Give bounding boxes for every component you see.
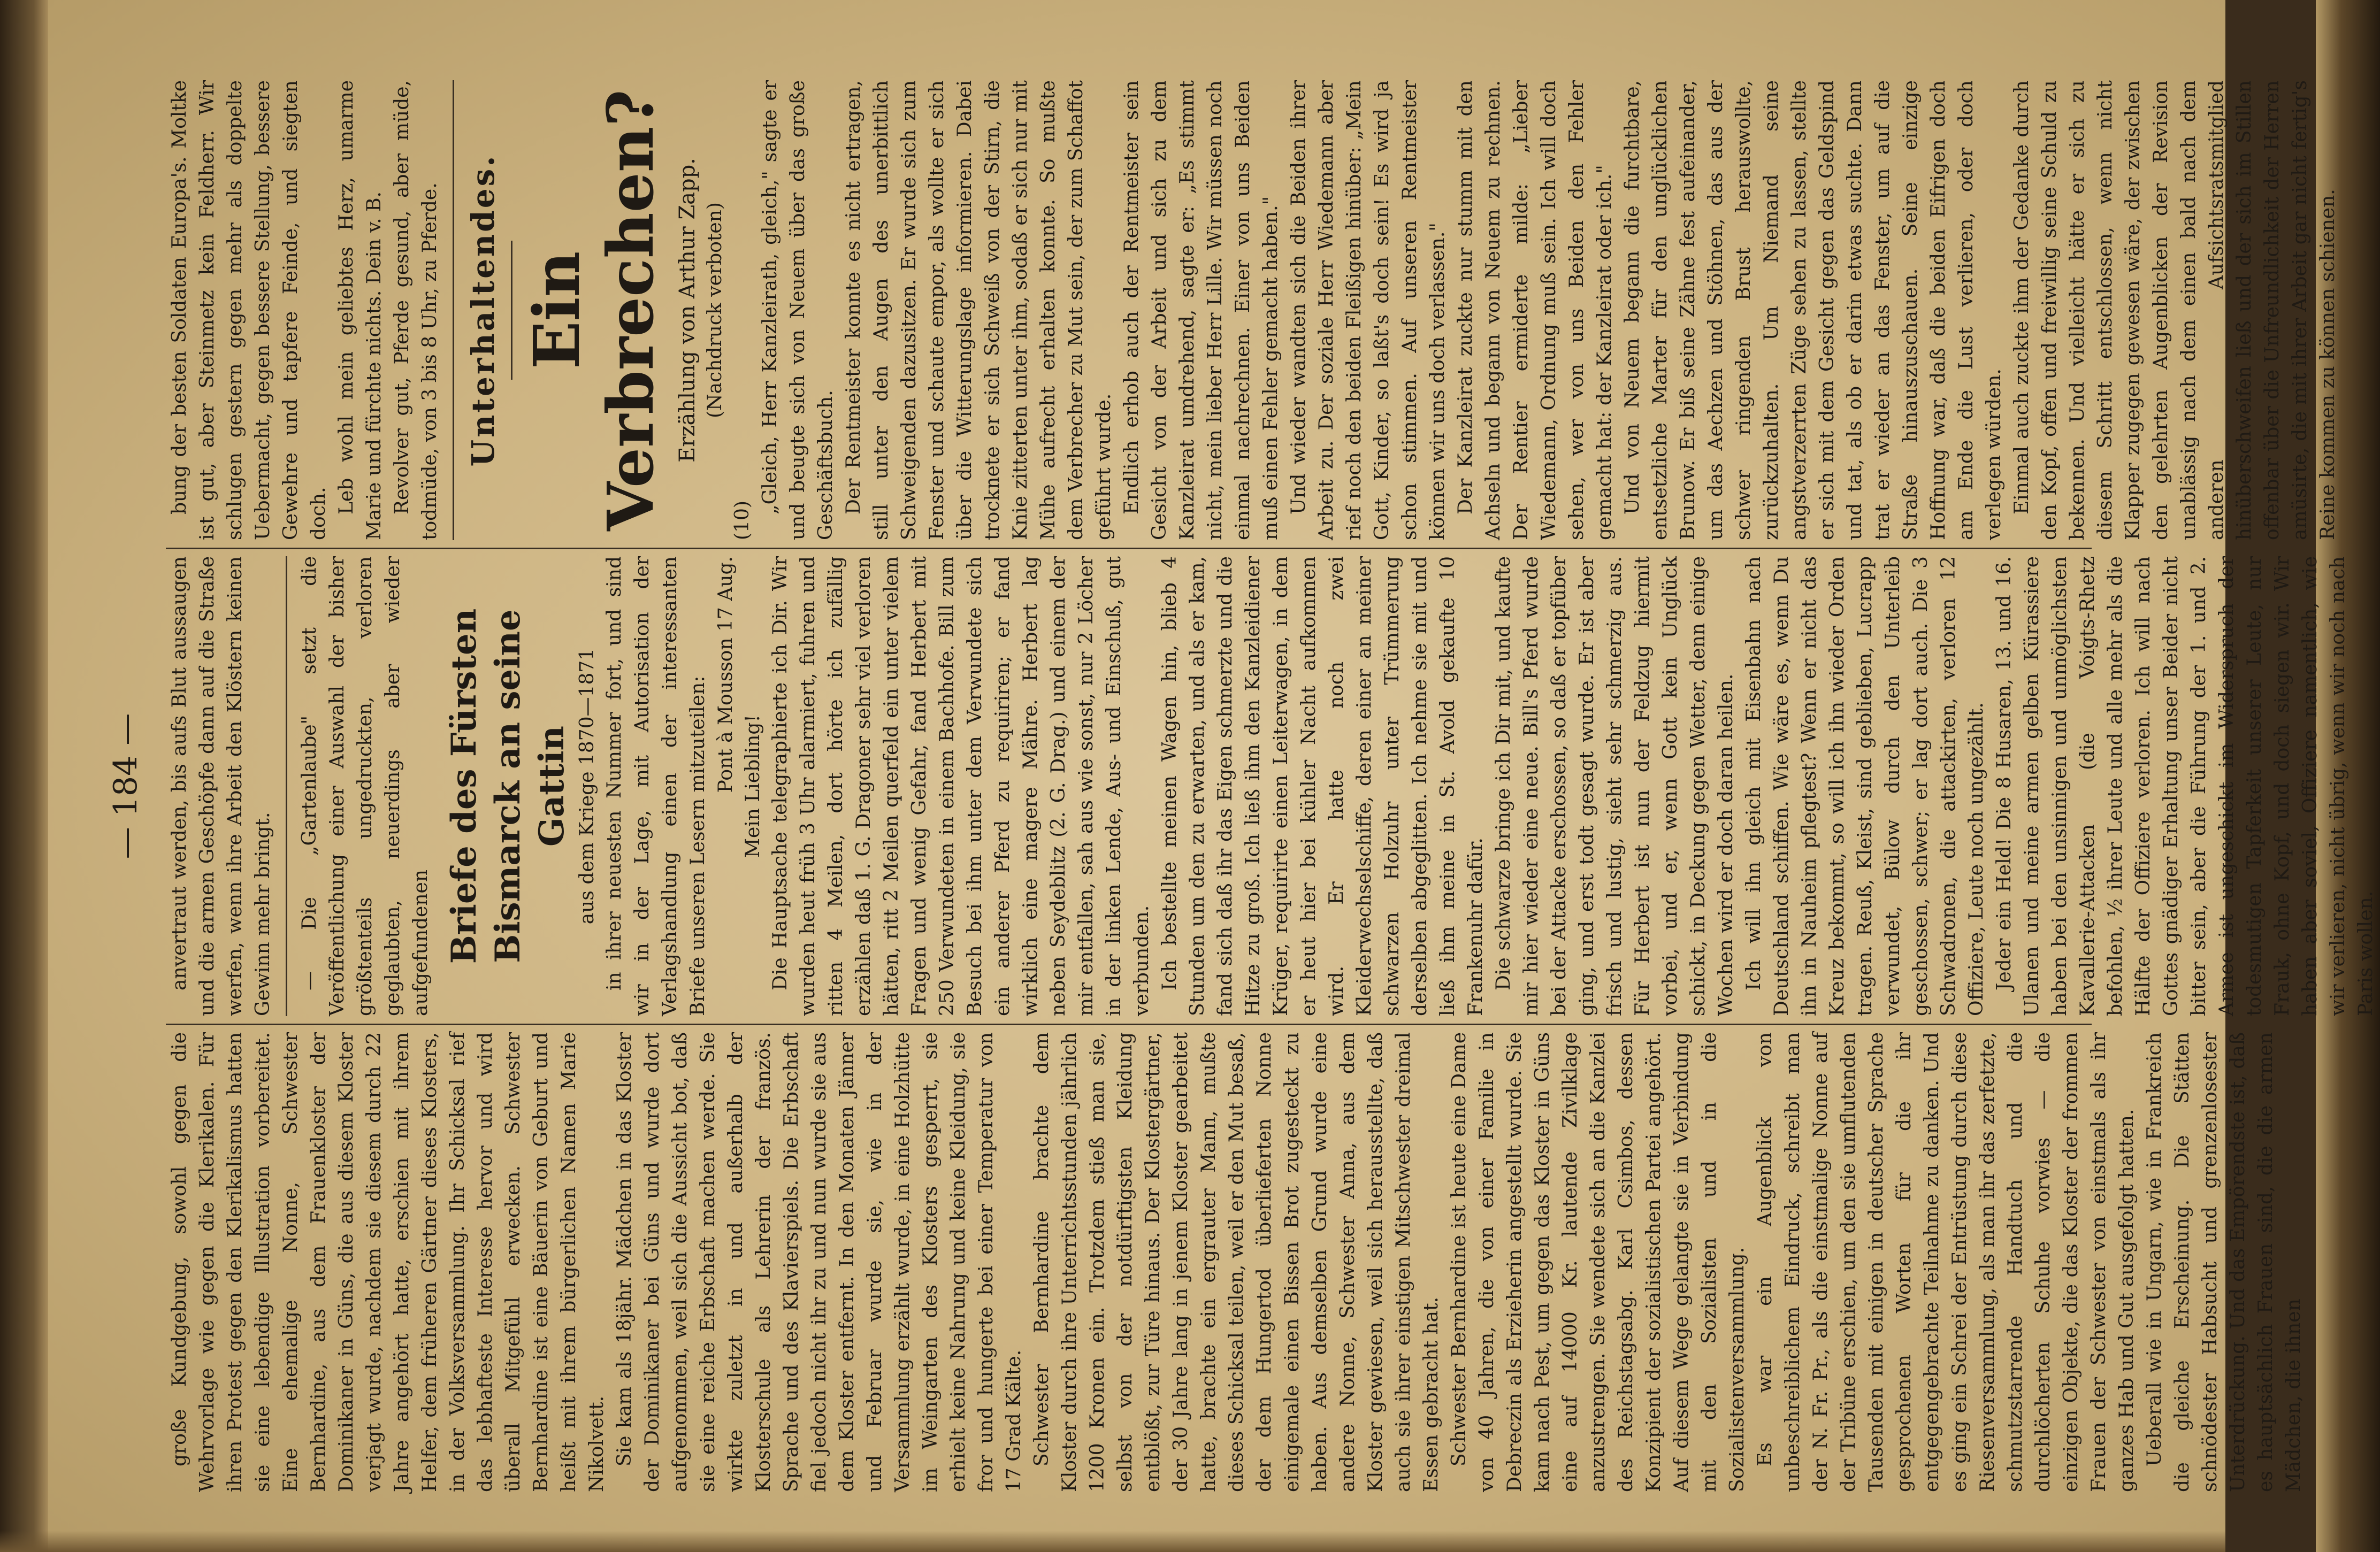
column-divider (166, 1024, 2092, 1025)
column-2 (166, 556, 2377, 1016)
letter-postscript: Revolver gut, Pferde gesund, aber müde, todmüde, von 3 bis 8 Uhr, zu Pferde. (391, 80, 441, 540)
column-1-paragraph: Sie kam als 18jähr. Mädchen in das Kloster der Dominikaner bei Güns und wurde dort aufgenommen, weil sich die Aussicht bot, daß sie eine reiche Erbschaft machen werde. Sie wirkte zuletzt in und außerhalb der Klosterschule als Lehrerin der französ. Sprache und des Klavierspiels. Die Erbschaft fiel jedoch nicht ihr zu und nun wurde sie aus dem Kloster entfernt. In den Monaten Jänner und Februar wurde sie, wie in der Versammlung erzählt wurde, in eine Holzhütte im Weingarten des Klosters gesperrt, sie erhielt keine Nahrung und keine Kleidung, sie fror und hungerte bei einer Temperatur von 17 Grad Kälte. (614, 1032, 1025, 1492)
story-paragraph: Und wieder wandten sich die Beiden ihrer Arbeit zu. Der soziale Herr Wiedemann aber rief noch den beiden Fleißigen hinüber: „Mein Gott, Kinder, so laßt's doch sein! Es wird ja schon stimmen. Auf unseren Rentmeister können wir uns doch verlassen." (1288, 80, 1449, 540)
letter-dateline: Pont à Mousson 17 Aug. (715, 556, 737, 793)
title-rule (511, 241, 512, 380)
installment-number: (10) (731, 501, 753, 540)
story-title: Ein Verbrechen? (519, 89, 668, 531)
story-paragraph: Einmal auch zuckte ihm der Gedanke durch den Kopf, offen und freiwillig seine Schuld zu bekennen. Und vielleicht hätte er sich zu diesem Schritt entschlossen, wenn nicht Klapper zugegen gewesen wäre, der zwischen den gelehrten Augenblicken der Revision unablässig nach dem einen bald nach dem anderen Aufsichtsratsmitglied hinüberschweifen ließ und der sich im Stillen offenbar über die Unfreundlichkeit der Herren amüsirte, die mit ihrer Arbeit gar nicht fertig's Reine kommen zu können schienen. (2011, 80, 2339, 540)
section-divider (286, 556, 287, 1016)
story-paragraph: „Gleich, Herr Kanzleirath, gleich," sagte er und beugte sich von Neuem über das große Geschäftsbuch. (759, 80, 837, 540)
newspaper-page (102, 80, 2377, 1492)
story-byline: Erzählung von Arthur Zapp. (675, 158, 700, 463)
letter-paragraph: Ich will ihn gleich mit Eisenbahn nach Deutschland schiffen. Wie wäre es, wenn Du ihn in Nauheim pflegtest? Wenn er nicht das Kreuz bekommt, so will ich ihn wieder Orden tragen. Reuß, Kleist, sind geblieben, Lucrapp verwundet, Bülow durch den Unterleib geschossen, schwer; er lag dort auch. Die 3 Schwadronen, die attackirten, verloren 12 Offiziere, Leute noch ungezählt. (1743, 556, 1987, 1016)
bismarck-intro: — Die „Gartenlaube" setzt die Veröffentlichung einer Auswahl der bisher größtenteils ungedruckten, verloren geglaubten, neuerdings aber wieder aufgefundenen (299, 556, 432, 1016)
bismarck-headline: Briefe des Fürsten Bismarck an seine Gattin (444, 608, 572, 964)
letter-closing: Leb wohl mein geliebtes Herz, umarme Marie und fürchte nichts. Dein v. B. (335, 80, 385, 540)
letter-paragraph: Die Hauptsache telegraphierte ich Dir. Wir wurden heut früh 3 Uhr alarmiert, fuhren und ritten 4 Meilen, dort hörte ich zufällig erzählen daß 1. G. Dragoner sehr viel verloren hätten, ritt 2 Meilen querfeld ein unter vielem Fragen und wenig Gefahr, fand Herbert mit 250 Verwundeten in einem Bachhofe. Bill zum Besuch bei ihm unter dem Verwundete sich ein anderer Pferd zu requiriren; er fand wirklich eine magere Mähre. Herbert lag neben Seydeblitz (2. G. Drag.) und einem der mir entfallen, sah aus wie sonst, nur 2 Löcher in der linken Lende, Aus- und Einschuß, gut verbunden. (769, 556, 1153, 1016)
column-2-top-paragraph: anvertraut werden, bis aufs Blut aussaugen und die armen Geschöpfe dann auf die Straße werfen, wenn ihre Arbeit den Klöstern keinen Gewinn mehr bringt. (169, 556, 274, 1016)
bismarck-war-line: aus dem Kriege 1870—1871 (576, 648, 598, 925)
letter-salutation: Mein Liebling! (742, 714, 764, 858)
column-1-paragraph: Es war ein Augenblick von unbeschreiblichem Eindruck, schreibt man der N. Fr. Pr., als die einstmalige Nonne auf der Tribüne erschien, um den sie umflutenden Tausenden mit einigen in deutscher Sprache gesprochenen Worten für die ihr entgegengebrachte Teilnahme zu danken. Und es ging ein Schrei der Entrüstung durch diese Riesenversammlung, als man ihr das zerfetzte, schmutzstarrende Handtuch und die durchlöcherten Schuhe vorwies — die einzigen Objekte, die das Kloster der frommen Frauen der Schwester von einstmals als ihr ganzes Hab und Gut ausgefolgt hatten. (1754, 1032, 2138, 1492)
bismarck-intro-2: in ihrer neuesten Nummer fort, und sind wir in der Lage, mit Autorisation der Verlagshandlung einen der interessanten Briefe unseren Lesern mitzuteilen: (603, 556, 709, 1016)
story-paragraph: Der Rentmeister konnte es nicht ertragen, still unter den Augen des unerbittlich Schweigenden dazusitzen. Er wurde sich zum Fenster und schaute empor, als wollte er sich über die Witterungslage informieren. Dabei trocknete er sich Schweiß von der Stirn, die Knie zitterten unter ihm, sodaß er sich nur mit Mühe aufrecht erhalten konnte. So mußte dem Verbrecher zu Mut sein, der zum Schaffot geführt wurde. (843, 80, 1115, 540)
letter-paragraph: Ich bestellte meinen Wagen hin, blieb 4 Stunden um den zu erwarten, und als er kam, fand sich daß ihr das Eigen schmerzte und die Hitze zu groß. Ich ließ ihm den Kanzleidiener Krüger, requirirte einen Leiterwagen, in dem er heut hier bei kühler Nacht aufkommen wird. Er hatte noch zwei Kleiderwechselschiffe, deren einer an meiner schwarzen Holzuhr unter Trümmerung derselben abgeglitten. Ich nehme sie mit und ließ ihm meine in St. Avold gekaufte 10 Frankenuhr dafür. (1159, 556, 1487, 1016)
column-1 (166, 1032, 2305, 1492)
column-3 (166, 80, 2339, 540)
story-paragraph: Der Kanzleirat zuckte nur stumm mit den Achseln und begann von Neuem zu rechnen. Der Rentier ermiderte milde: „Lieber Wiedemann, Ordnung muß sein. Ich will doch sehen, wer von uns Beiden den Fehler gemacht hat: der Kanzleirat oder ich." (1455, 80, 1616, 540)
page-number: — 184 — (107, 713, 144, 859)
book-binding-left (0, 0, 48, 1552)
reprint-note: (Nachdruck verboten) (704, 202, 726, 418)
column-1-paragraph: Ueberall wie in Ungarn, wie in Frankreich die gleiche Erscheinung. Die Stätten schnödester Habsucht und grenzenlosester Unterdrückung. Und das Empörendste ist, daß es hauptsächlich Frauen sind, die die armen Mädchen, die ihnen (2144, 1032, 2305, 1492)
section-divider (453, 80, 454, 540)
column-1-paragraph: große Kundgebung, sowohl gegen die Wehrvorlage wie gegen die Klerikalen. Für ihren Protest gegen den Klerikalismus hatten sie eine lebendige Illustration vorbereitet. Eine ehemalige Nonne, Schwester Bernhardine, aus dem Frauenkloster der Dominikaner in Güns, die aus diesem Kloster verjagt wurde, nachdem sie diesem durch 22 Jahre angehört hatte, erschien mit ihrem Helfer, dem früheren Gärtner dieses Klosters, in der Volksversammlung. Ihr Schicksal rief das lebhafteste Interesse hervor und wird überall Mitgefühl erwecken. Schwester Bernhardine ist eine Bäuerin von Geburt und heißt mit ihrem bürgerlichen Namen Marie Nikolvett. (169, 1032, 608, 1492)
column-1-paragraph: Schwester Bernhardine ist heute eine Dame von 40 Jahren, die von einer Familie in Debreczin als Erzieherin angestellt wurde. Sie kam nach Pest, um gegen das Kloster in Güns eine auf 14000 Kr. lautende Zivilklage anzustrengen. Sie wendete sich an die Kanzlei des Reichstagsabg. Karl Csimbos, dessen Konzipient der sozialistischen Partei angehört. Auf diesem Wege gelangte sie in Verbindung mit den Sozialisten und in die Sozialistenversammlung. (1448, 1032, 1748, 1492)
letter-continuation: bung der besten Soldaten Europa's. Moltke ist gut, aber Steinmetz kein Feldherr. Wir schlugen gestern gegen mehr als doppelte Uebermacht, gegen bessere Stellung, bessere Gewehre und tapfere Feinde, und siegten doch. (169, 80, 330, 540)
story-paragraph: Und von Neuem begann die furchtbare, entsetzliche Marter für den unglücklichen Brunow. Er biß seine Zähne fest aufeinander, um das Aechzen und Stöhnen, das aus der schwer ringenden Brust herauswollte, zurückzuhalten. Um Niemand seine angstverzerrten Züge sehen zu lassen, stellte er sich mit dem Gesicht gegen das Geldspind und tat, als ob er darin etwas suchte. Dann trat er wieder an das Fenster, um auf die Straße hinauszuschauen. Seine einzige Hoffnung war, daß die beiden Eifrigen doch am Ende die Lust verlieren, oder doch verlegen würden. (1621, 80, 2005, 540)
section-title: Unterhaltendes. (465, 153, 501, 467)
page-edge-shadow (0, 1531, 2225, 1552)
column-1-paragraph: Schwester Bernhardine brachte dem Kloster durch ihre Unterrichtsstunden jährlich 1200 Kronen ein. Trotzdem stieß man sie, selbst von der notdürftigsten Kleidung entblößt, zur Türe hinaus. Der Klostergärtner, der 30 Jahre lang in jenem Kloster gearbeitet hatte, brachte ein ergrauter Mann, mußte dieses Schicksal teilen, weil er den Mut besaß, der dem Hungertod überlieferten Nonne einigemale einen Bissen Brot zugesteckt zu haben. Aus demselben Grund wurde eine andere Nonne, Schwester Anna, aus dem Kloster gewiesen, weil sich herausstellte, daß auch sie ihrer einstigen Mitschwester dreimal Essen gebracht hat. (1031, 1032, 1442, 1492)
column-divider (166, 548, 2092, 549)
letter-paragraph: Die schwarze bringe ich Dir mit, und kaufte mir hier wieder eine neue. Bill's Pferd wurde bei der Attacke erschossen, so daß er topfüber ging, und erst todt gesagt wurde. Er ist aber frisch und lustig, sieht sehr schmerzig aus. Für Herbert ist nun der Feldzug hiermit vorbei, und er, wenn Gott kein Unglück schickt, in Deckung gegen Wetter, denn einige Wochen wird er doch daran heilen. (1493, 556, 1737, 1016)
letter-paragraph: Jeder ein Held! Die 8 Husaren, 13. und 16. Ulanen und meine armen gelben Kürassiere haben bei den unsinnigen und unmöglichsten Kavallerie-Attacken (die Voigts-Rhetz befohlen, ½ ihrer Leute und alle mehr als die Hälfte der Offiziere verloren. Ich will nach Gottes gnädiger Erhaltung unser Beider nicht bitter sein, aber die Führung der 1. und 2. Armee ist ungeschickt im Widerspruch der todesmutigen Tapferkeit unserer Leute, nur Frauk, ohne Kopf, und doch siegen wir. Wir haben aber soviel, Offiziere namentlich, wie wir verlieren, nicht übrig, wenn wir noch nach Paris wollen. (1993, 556, 2377, 1016)
story-paragraph: Endlich erhob auch der Rentmeister sein Gesicht von der Arbeit und sich zu dem Kanzleirat umdrehend, sagte er: „Es stimmt nicht, mein lieber Herr Lille. Wir müssen noch einmal nachrechnen. Einer von uns Beiden muß einen Fehler gemacht haben." (1121, 80, 1282, 540)
